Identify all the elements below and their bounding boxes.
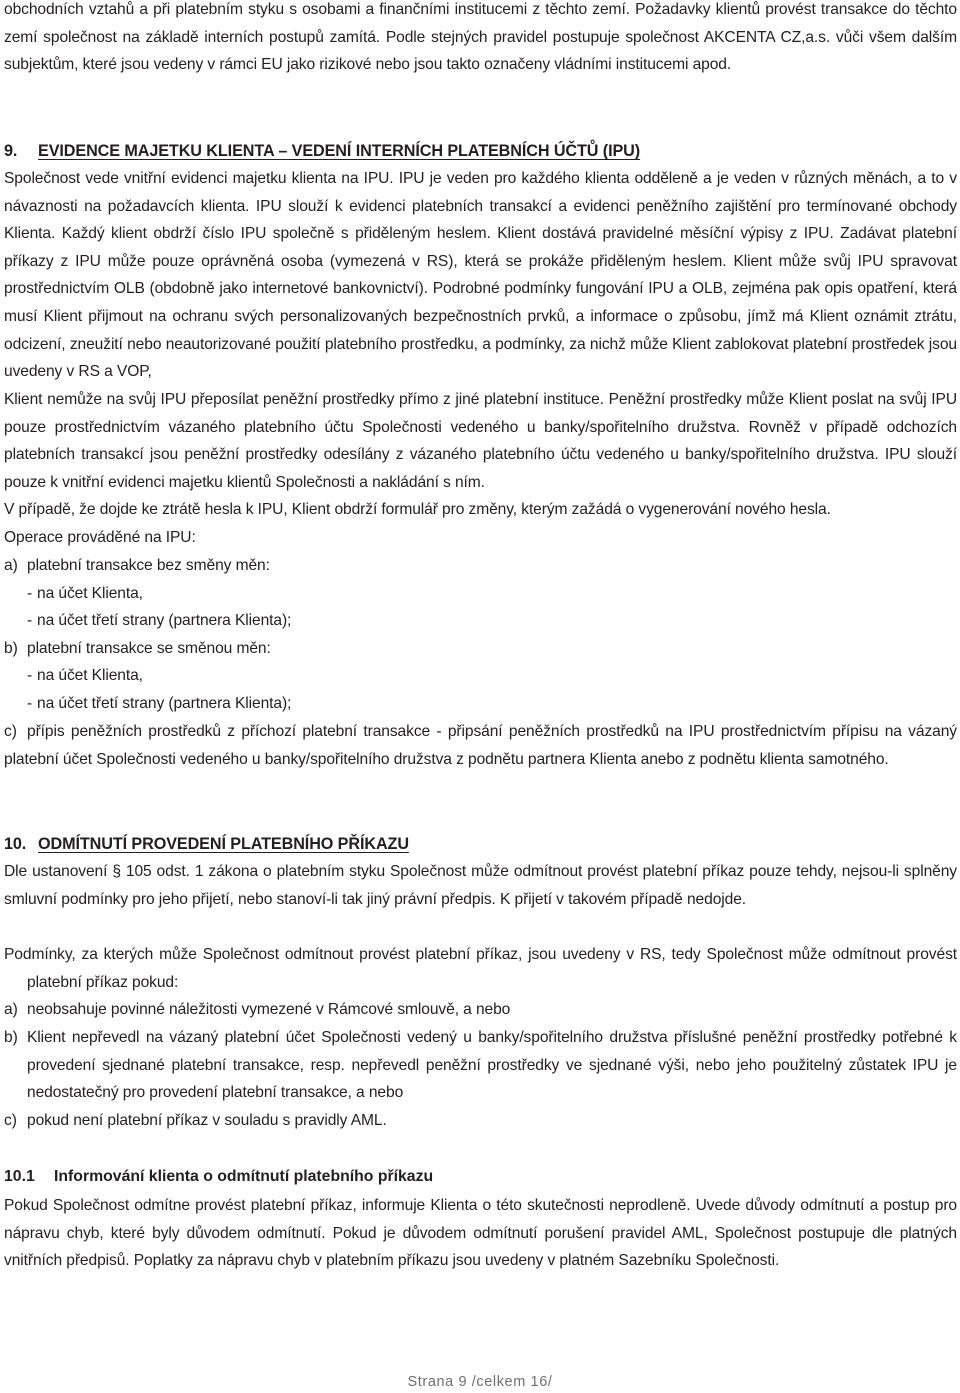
- section-9-body-2: Klient nemůže na svůj IPU přeposílat peněžní prostředky přímo z jiné platební instituce. Peněžní prostředky může Klient poslat na svůj IPU pouze prostřednictvím vázaného platebního účtu Společnosti vedeného u banky/spořitelního družstva. Rovněž v případě odchozích platebních transakcí jsou peněžní prostředky odesílány z vázaného platebního účtu vedeného u banky/spořitelního družstva. IPU slouží pouze k vnitřní evidenci majetku klientů Společnosti a nakládání s ním.: [4, 391, 957, 491]
- list-item-text: pokud není platební příkaz v souladu s pravidly AML.: [27, 1112, 387, 1129]
- list-marker: b): [4, 1029, 18, 1046]
- section-10-1-heading: [4, 1165, 433, 1189]
- list-marker: c): [4, 1112, 17, 1129]
- list-marker: a): [4, 557, 18, 574]
- intro-paragraph: obchodních vztahů a při platebním styku s osobami a finančními institucemi z těchto zemí. Požadavky klientů provést transakce do těchto zemí společnost na základě interních postupů zamítá. Podle stejných pravidel postupuje společnost AKCENTA CZ,a.s. vůči všem dalším subjektům, které jsou vedeny v rámci EU jako rizikové nebo jsou takto označeny vládními institucemi apod.: [4, 1, 957, 74]
- list-subitem: [4, 662, 143, 690]
- list-marker: -: [27, 612, 33, 629]
- section-10-title: ODMÍTNUTÍ PROVEDENÍ PLATEBNÍHO PŘÍKAZU: [38, 835, 409, 853]
- list-item-text: na účet třetí strany (partnera Klienta);: [37, 695, 292, 712]
- list-item: [4, 1024, 957, 1107]
- list-item: [4, 1107, 387, 1135]
- list-marker: -: [27, 585, 33, 602]
- section-10-heading: [4, 832, 409, 856]
- list-item-text: přípis peněžních prostředků z příchozí platební transakce - připsání peněžních prostředků na IPU prostřednictvím přípisu na vázaný platební účet Společnosti vedeného u banky/spořitelního družstva z podnětu partnera Klienta anebo z podnětu klienta samotného.: [4, 723, 957, 768]
- section-9-body: Společnost vede vnitřní evidenci majetku klienta na IPU. IPU je veden pro každého klienta odděleně a je veden v různých měnách, a to v návaznosti na požadavcích klienta. IPU slouží k evidenci platebních transakcí a evidenci peněžního zajištění pro termínované obchody Klienta. Každý klient obdrží číslo IPU společně s přiděleným heslem. Klient dostává pravidelné měsíční výpisy z IPU. Zadávat platební příkazy z IPU může pouze oprávněná osoba (vymezená v RS), která se prokáže přiděleným heslem. Klient může svůj IPU spravovat prostřednictvím OLB (obdobně jako internetové bankovnictví). Podrobné podmínky fungování IPU a OLB, zejména pak opis opatření, která musí Klient přijmout na ochranu svých personalizovaných bezpečnostních prvků, a informace o způsobu, jímž má Klient oznámit ztrátu, odcizení, zneužití nebo neautorizované použití platebního prostředku, a podmínky, za nichž může Klient zablokovat platební prostředek jsou uvedeny v RS a VOP,: [4, 170, 957, 381]
- list-subitem: [4, 580, 143, 608]
- list-item: [4, 996, 510, 1024]
- list-item-c: [4, 718, 957, 773]
- list-item-text: platební transakce se směnou měn:: [27, 640, 271, 657]
- list-item-text: na účet třetí strany (partnera Klienta);: [37, 612, 292, 629]
- list-item-text: Klient nepřevedl na vázaný platební účet Společnosti vedený u banky/spořitelního družstva příslušné peněžní prostředky potřebné k provedení sjednané platební transakce, resp. nepřevedl peněžní prostředky ve sjednané výši, nebo jeho použitelný zůstatek IPU je nedostatečný pro provedení platební transakce, a nebo: [27, 1029, 957, 1102]
- section-10-1-number: 10.1: [4, 1168, 35, 1185]
- operations-title: Operace prováděné na IPU:: [4, 529, 196, 546]
- section-9-title: EVIDENCE MAJETKU KLIENTA – VEDENÍ INTERNÍCH PLATEBNÍCH ÚČTŮ (IPU): [38, 142, 641, 160]
- list-subitem: [4, 607, 291, 635]
- list-marker: -: [27, 667, 33, 684]
- list-marker: b): [4, 640, 18, 657]
- list-marker: a): [4, 1001, 18, 1018]
- page-footer: Strana 9 /celkem 16/: [407, 1374, 553, 1390]
- section-9-body-3: V případě, že dojde ke ztrátě hesla k IPU, Klient obdrží formulář pro změny, kterým zažádá o vygenerování nového hesla.: [4, 501, 831, 518]
- list-item-text: na účet Klienta,: [37, 585, 143, 602]
- list-item-text: na účet Klienta,: [37, 667, 143, 684]
- section-10-1-title: Informování klienta o odmítnutí platebního příkazu: [54, 1168, 434, 1185]
- section-9-number: 9.: [4, 142, 18, 160]
- list-item: [4, 552, 270, 580]
- section-10-number: 10.: [4, 835, 27, 853]
- list-item-text: platební transakce bez směny měn:: [27, 557, 270, 574]
- list-item-text: neobsahuje povinné náležitosti vymezené v Rámcové smlouvě, a nebo: [27, 1001, 511, 1018]
- section-10-1-body: Pokud Společnost odmítne provést platební příkaz, informuje Klienta o této skutečnosti neprodleně. Uvede důvody odmítnutí a postup pro nápravu chyb, které byly důvodem odmítnutí. Pokud je důvodem odmítnutí porušení pravidel AML, Společnost postupuje dle platných vnitřních předpisů. Poplatky za nápravu chyb v platebním příkazu jsou uvedeny v platném Sazebníku Společnosti.: [4, 1197, 957, 1270]
- section-10-conditions-intro: Podmínky, za kterých může Společnost odmítnout provést platební příkaz, jsou uvedeny v RS, tedy Společnost může odmítnout provést platební příkaz pokud:: [4, 946, 957, 991]
- list-item: [4, 635, 271, 663]
- list-subitem: [4, 690, 291, 718]
- section-9-heading: [4, 139, 640, 163]
- list-marker: c): [4, 723, 17, 740]
- section-10-body: Dle ustanovení § 105 odst. 1 zákona o platebním styku Společnost může odmítnout provést platební příkaz pouze tehdy, nejsou-li splněny smluvní podmínky pro jeho přijetí, nebo stanoví-li tak jiný právní předpis. K přijetí v takovém případě nedojde.: [4, 863, 957, 908]
- list-marker: -: [27, 695, 33, 712]
